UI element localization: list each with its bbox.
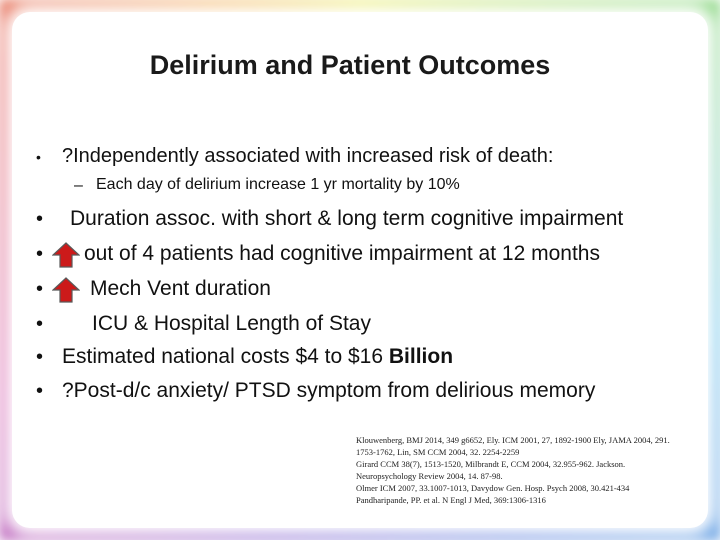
slide-title: Delirium and Patient Outcomes <box>149 50 551 80</box>
bullet-national-costs <box>62 345 453 369</box>
reference-line: Pandharipande, PP. et al. N Engl J Med, 369:1306-1316 <box>356 495 546 505</box>
costs-billion: Billion <box>388 345 454 368</box>
bullet-marker: • <box>36 380 44 402</box>
up-arrow-icon <box>52 277 80 303</box>
reference-line: 1753-1762, Lin, SM CCM 2004, 32. 2254-2259 <box>356 447 520 457</box>
bullet-marker: • <box>36 149 41 165</box>
bullet-marker: • <box>36 243 44 265</box>
bullet-marker: • <box>36 346 44 368</box>
sub-bullet-mortality: Each day of delirium increase 1 yr mortality by 10% <box>96 176 460 193</box>
bullet-mech-vent: Mech Vent duration <box>90 277 271 300</box>
reference-line: Olmer ICM 2007, 33.1007-1013, Davydow Gen. Hosp. Psych 2008, 30.421-434 <box>356 483 630 493</box>
up-arrow-icon <box>52 242 80 268</box>
bullet-marker: • <box>36 208 44 230</box>
sub-bullet-dash: – <box>74 177 83 194</box>
bullet-duration-assoc: Duration assoc. with short & long term cognitive impairment <box>70 207 624 230</box>
bullet-independently-associated: ?Independently associated with increased risk of death: <box>62 145 554 167</box>
reference-line: Klouwenberg, BMJ 2014, 349 g6652, Ely. ICM 2001, 27, 1892-1900 Ely, JAMA 2004, 291. <box>356 435 670 445</box>
reference-line: Neuropsychology Review 2004, 14. 87-98. <box>356 471 503 481</box>
bullet-marker: • <box>36 278 44 300</box>
reference-line: Girard CCM 38(7), 1513-1520, Milbrandt E, CCM 2004, 32.955-962. Jackson. <box>356 459 626 469</box>
bullet-icu-length-of-stay: ICU & Hospital Length of Stay <box>92 312 371 335</box>
references-block <box>356 434 706 506</box>
bullet-marker: • <box>36 313 44 335</box>
costs-text: Estimated national costs $4 to $16 <box>62 345 389 368</box>
bullet-post-dc-anxiety: ?Post-d/c anxiety/ PTSD symptom from delirious memory <box>62 379 596 402</box>
bullet-cognitive-impairment: out of 4 patients had cognitive impairment at 12 months <box>84 242 600 265</box>
